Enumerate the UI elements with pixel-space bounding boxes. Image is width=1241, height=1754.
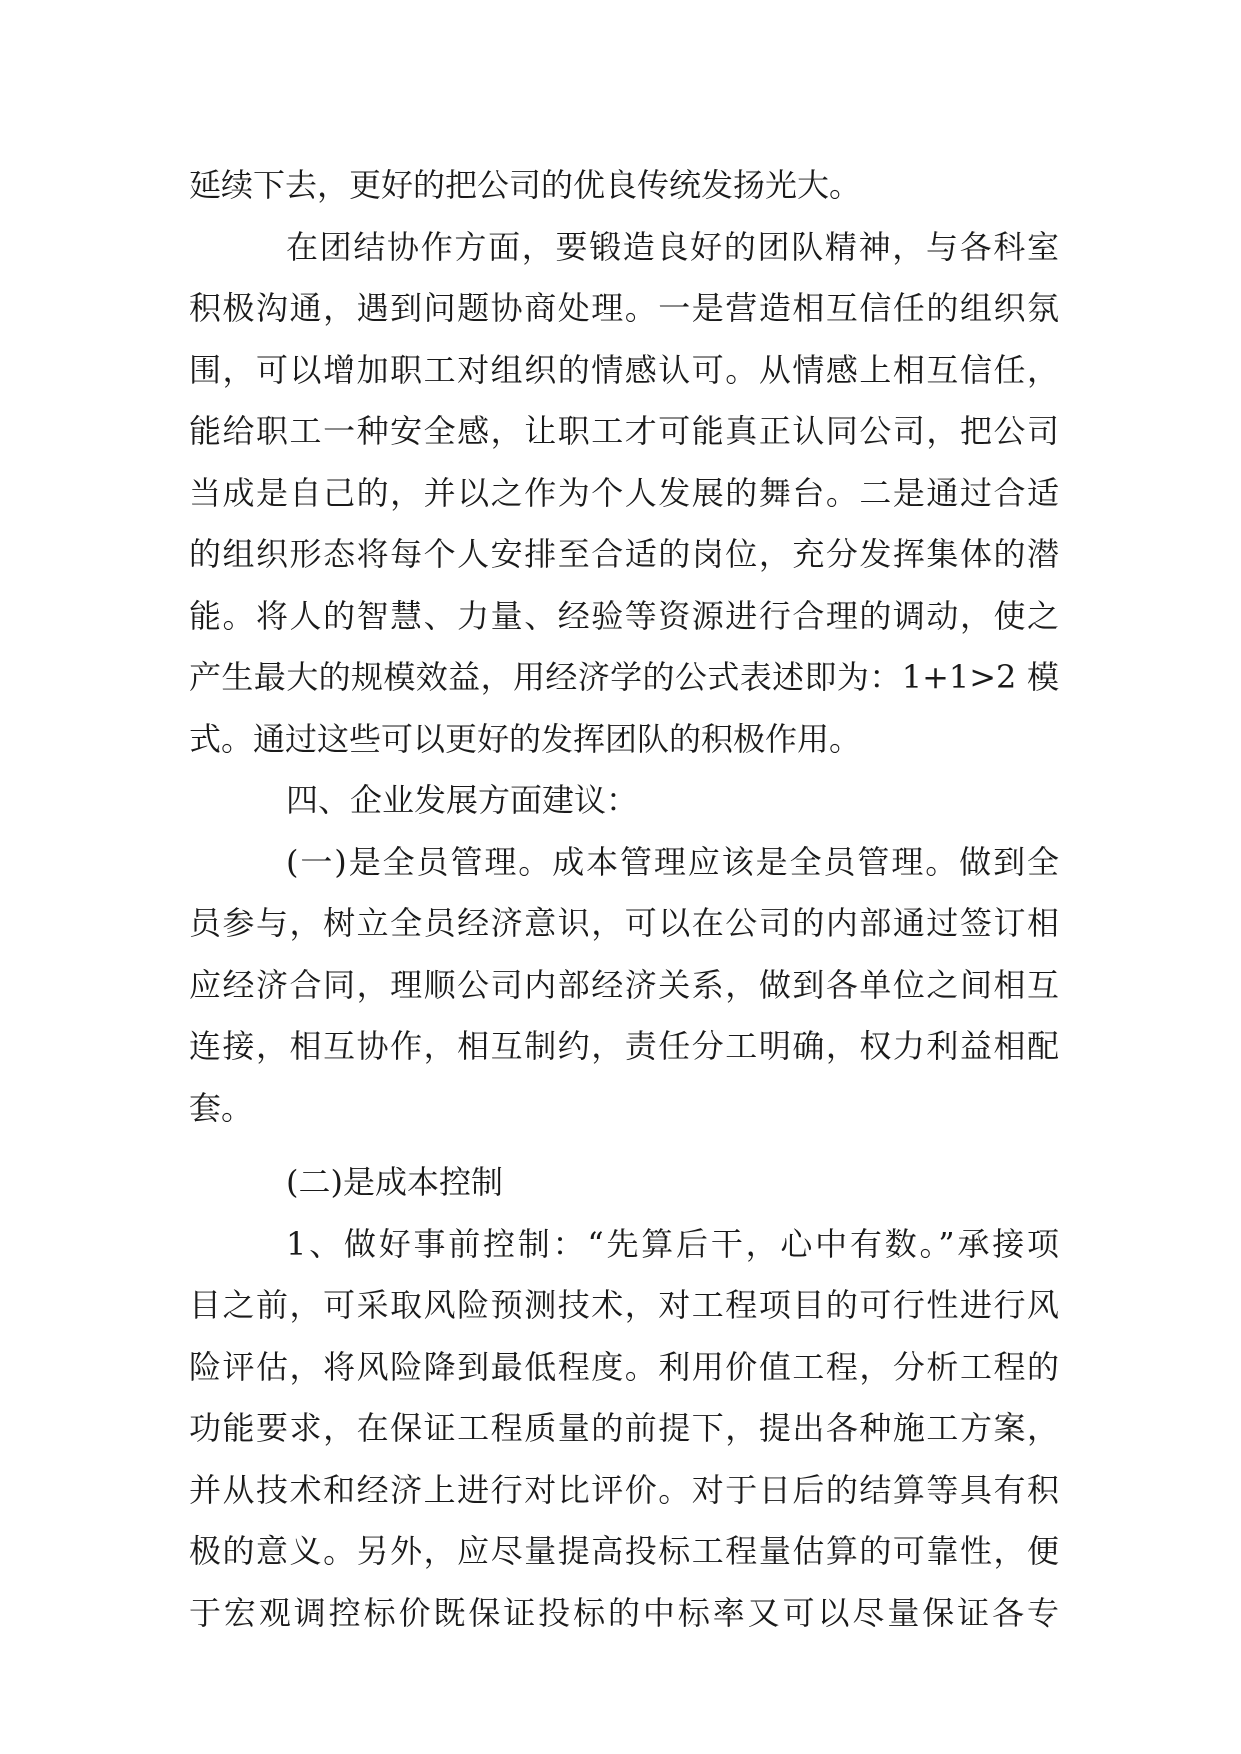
subsection-heading: (二)是成本控制 [286, 1163, 503, 1201]
text-line: 当成是自己的，并以之作为个人发展的舞台。二是通过合适 [189, 473, 1059, 512]
text-line: 套。 [189, 1088, 254, 1127]
text-line: 连接，相互协作，相互制约，责任分工明确，权力利益相配 [189, 1027, 1059, 1065]
text-line: 的组织形态将每个人安排至合适的岗位，充分发挥集体的潜 [189, 535, 1059, 573]
paragraph-first-line: 1、做好事前控制：“先算后干，心中有数。”承接项 [286, 1224, 1059, 1263]
text-line: 极的意义。另外，应尽量提高投标工程量估算的可靠性，便 [189, 1532, 1059, 1570]
body-text [189, 155, 1059, 1644]
text-line: 目之前，可采取风险预测技术，对工程项目的可行性进行风 [189, 1286, 1059, 1324]
text-line: 产生最大的规模效益，用经济学的公式表述即为：1+1>2 模 [189, 658, 1059, 696]
text-line: 积极沟通，遇到问题协商处理。一是营造相互信任的组织氛 [189, 289, 1059, 327]
text-line: 式。通过这些可以更好的发挥团队的积极作用。 [189, 719, 862, 758]
text-line: 于宏观调控标价既保证投标的中标率又可以尽量保证各专 [189, 1593, 1059, 1632]
text-line: 应经济合同，理顺公司内部经济关系，做到各单位之间相互 [189, 965, 1059, 1004]
text-line: 并从技术和经济上进行对比评价。对于日后的结算等具有积 [189, 1470, 1059, 1509]
text-line: 围，可以增加职工对组织的情感认可。从情感上相互信任， [189, 350, 1059, 389]
paragraph-first-line: (一)是全员管理。成本管理应该是全员管理。做到全 [286, 842, 1059, 881]
text-line: 功能要求，在保证工程质量的前提下，提出各种施工方案， [189, 1409, 1059, 1447]
text-line: 延续下去，更好的把公司的优良传统发扬光大。 [189, 166, 862, 204]
text-line: 能。将人的智慧、力量、经验等资源进行合理的调动，使之 [189, 596, 1059, 635]
text-line: 能给职工一种安全感，让职工才可能真正认同公司，把公司 [189, 412, 1059, 450]
text-line: 员参与，树立全员经济意识，可以在公司的内部通过签订相 [189, 904, 1059, 942]
text-line: 险评估，将风险降到最低程度。利用价值工程，分析工程的 [189, 1347, 1059, 1386]
paragraph-first-line: 在团结协作方面，要锻造良好的团队精神，与各科室 [286, 227, 1059, 266]
section-heading: 四、企业发展方面建议： [286, 781, 639, 819]
